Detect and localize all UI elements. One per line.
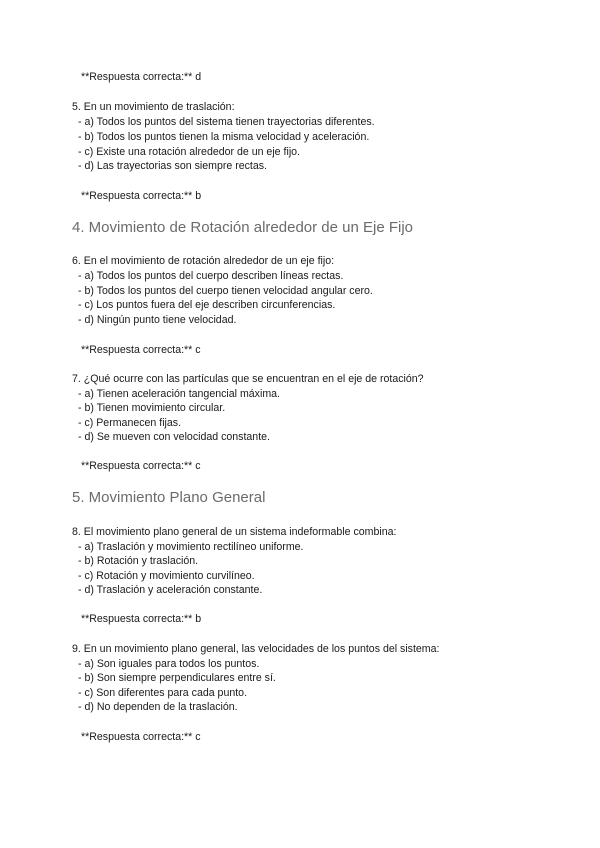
q7-answer: **Respuesta correcta:** c: [81, 460, 201, 472]
q6-answer: **Respuesta correcta:** c: [81, 344, 201, 356]
q5-option-b: - b) Todos los puntos tienen la misma velocidad y aceleración.: [78, 131, 370, 143]
q9-option-d: - d) No dependen de la traslación.: [78, 701, 238, 713]
question-9-text: 9. En un movimiento plano general, las velocidades de los puntos del sistema:: [72, 643, 440, 655]
q5-option-a: - a) Todos los puntos del sistema tienen trayectorias diferentes.: [78, 116, 375, 128]
q6-option-d: - d) Ningún punto tiene velocidad.: [78, 314, 237, 326]
q5-answer: **Respuesta correcta:** b: [81, 190, 202, 202]
q7-option-a: - a) Tienen aceleración tangencial máxima.: [78, 388, 280, 400]
q9-option-a: - a) Son iguales para todos los puntos.: [78, 658, 260, 670]
q9-option-b: - b) Son siempre perpendiculares entre sí.: [78, 672, 276, 684]
q7-option-b: - b) Tienen movimiento circular.: [78, 402, 226, 414]
q5-option-c: - c) Existe una rotación alrededor de un eje fijo.: [78, 146, 301, 158]
q6-option-a: - a) Todos los puntos del cuerpo describen líneas rectas.: [78, 270, 344, 282]
q6-option-c: - c) Los puntos fuera del eje describen circunferencias.: [78, 299, 336, 311]
question-6-text: 6. En el movimiento de rotación alrededor de un eje fijo:: [72, 255, 335, 267]
question-8-text: 8. El movimiento plano general de un sistema indeformable combina:: [72, 526, 397, 538]
q6-option-b: - b) Todos los puntos del cuerpo tienen velocidad angular cero.: [78, 285, 373, 297]
q9-option-c: - c) Son diferentes para cada punto.: [78, 687, 248, 699]
q8-option-b: - b) Rotación y traslación.: [78, 555, 199, 567]
question-5-text: 5. En un movimiento de traslación:: [72, 101, 235, 113]
q9-answer: **Respuesta correcta:** c: [81, 731, 201, 743]
q8-option-a: - a) Traslación y movimiento rectilíneo uniforme.: [78, 541, 304, 553]
q7-option-d: - d) Se mueven con velocidad constante.: [78, 431, 270, 443]
q8-answer: **Respuesta correcta:** b: [81, 613, 202, 625]
q8-option-c: - c) Rotación y movimiento curvilíneo.: [78, 570, 255, 582]
section-5-heading: 5. Movimiento Plano General: [72, 489, 266, 506]
answer-prev: **Respuesta correcta:** d: [81, 71, 202, 83]
q7-option-c: - c) Permanecen fijas.: [78, 417, 182, 429]
q8-option-d: - d) Traslación y aceleración constante.: [78, 584, 263, 596]
section-4-heading: 4. Movimiento de Rotación alrededor de un Eje Fijo: [72, 219, 414, 236]
question-7-text: 7. ¿Qué ocurre con las partículas que se encuentran en el eje de rotación?: [72, 373, 424, 385]
q5-option-d: - d) Las trayectorias son siempre rectas.: [78, 160, 267, 172]
